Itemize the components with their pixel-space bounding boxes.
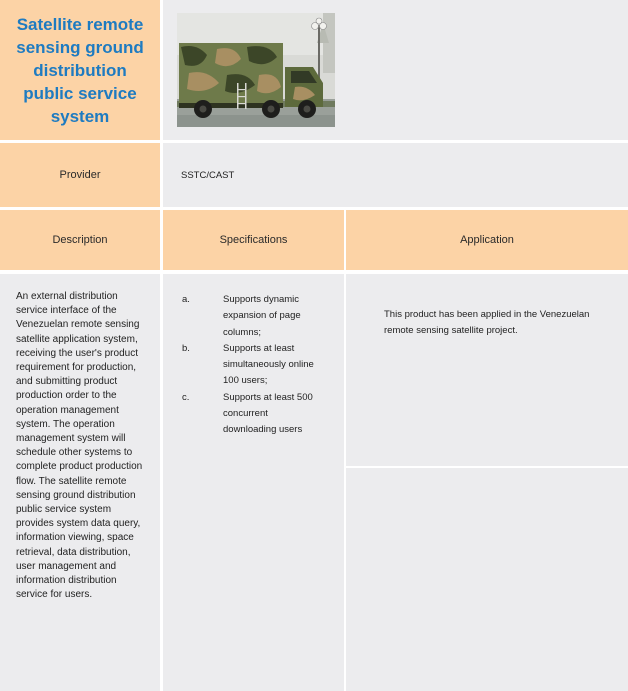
spec-marker: c. <box>182 391 190 403</box>
application-text: This product has been applied in the Venezuelan remote sensing satellite project. <box>384 309 590 336</box>
description-body-cell <box>0 274 160 691</box>
application-header: Application <box>460 234 514 246</box>
spec-item <box>163 292 344 341</box>
truck-body <box>179 43 283 108</box>
provider-value-cell <box>163 143 628 207</box>
spec-text: Supports dynamic expansion of page columns; <box>223 294 301 338</box>
provider-value: SSTC/CAST <box>181 169 235 181</box>
truck-photo <box>177 13 335 127</box>
application-body-cell <box>346 274 628 466</box>
provider-label-cell <box>0 143 160 207</box>
application-header-cell <box>346 210 628 270</box>
spec-text: Supports at least simultaneously online 100 users; <box>223 342 314 387</box>
specifications-header-cell <box>163 210 344 270</box>
spec-text: Supports at least 500 concurrent downloading users <box>223 391 313 436</box>
description-text: An external distribution service interface of the Venezuelan remote sensing satellite application system, receiving the user's product requirement for production, and submitting product production order to the operation management system. The operation management system will schedule other systems to complete product production flow. The satellite remote sensing ground distribution public service system provides system data query, information viewing, space retrieval, data distribution, user management and information distribution service for users. <box>16 291 143 601</box>
specifications-body-cell <box>163 274 344 691</box>
specifications-header: Specifications <box>219 234 288 246</box>
spec-marker: b. <box>182 342 190 354</box>
image-cell <box>163 0 628 140</box>
provider-label: Provider <box>59 169 101 181</box>
title-cell <box>0 0 160 140</box>
description-header: Description <box>52 234 108 246</box>
spec-item <box>163 341 344 390</box>
spec-item <box>163 390 344 439</box>
product-title: Satellite remote sensing ground distribution public service system <box>16 14 144 126</box>
description-header-cell <box>0 210 160 270</box>
application-empty-cell <box>346 468 628 691</box>
specifications-list <box>163 292 344 439</box>
spec-marker: a. <box>182 294 190 305</box>
